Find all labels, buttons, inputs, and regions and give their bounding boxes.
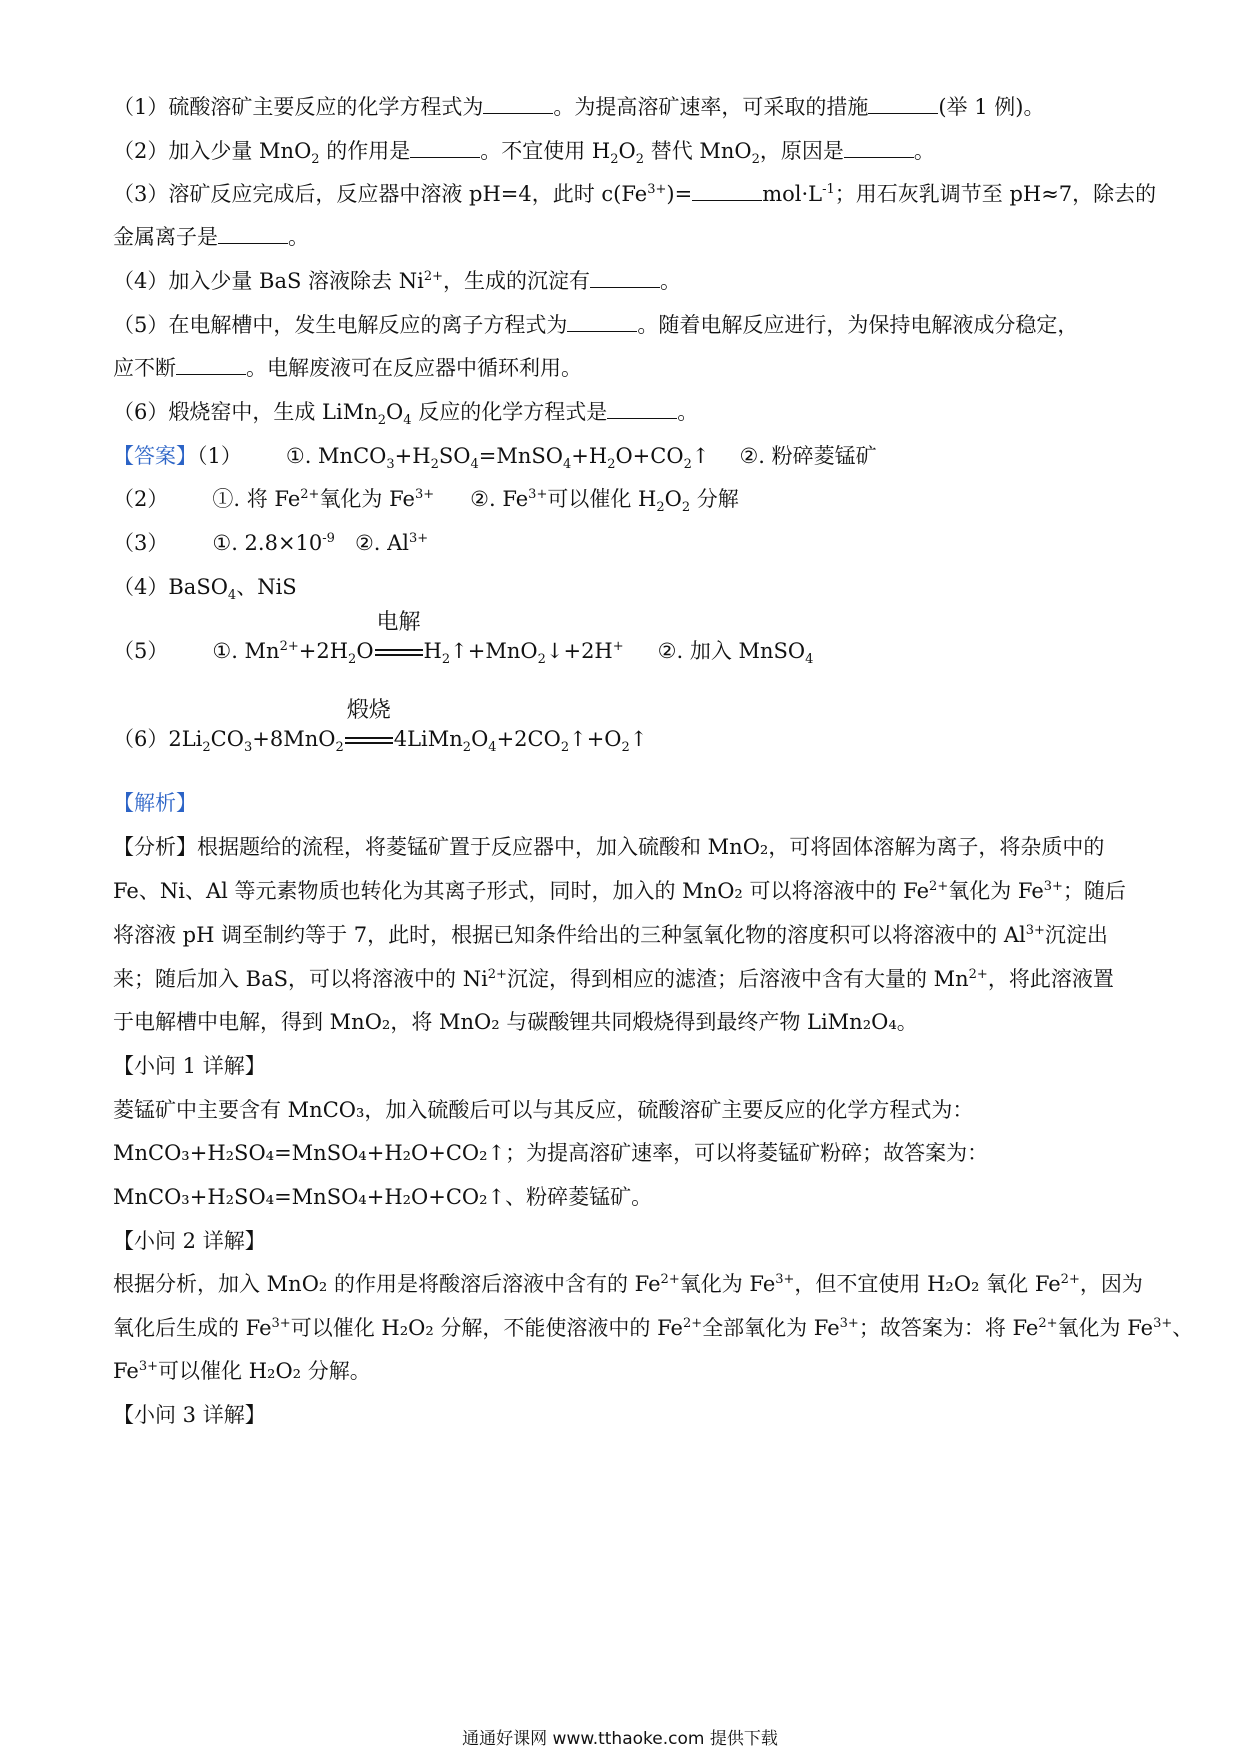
answer-blank	[607, 400, 677, 419]
question-6: （6）煅烧窑中，生成 $LiMn_2O_4$ 反应的化学方程式是 。	[113, 400, 699, 429]
detail-1-line-2: MnCO₃+H₂SO₄=MnSO₄+H₂O+CO₂↑；为提高溶矿速率，可以将菱锰矿粉碎；故答案为：	[113, 1141, 989, 1165]
answer-blank	[567, 313, 637, 332]
answer-4: （4）BaSO$_4$、NiS	[113, 575, 297, 604]
section-heading-3: 【小问 3 详解】	[113, 1403, 266, 1427]
analysis-line-1: 【分析】根据题给的流程，将菱锰矿置于反应器中，加入硫酸和 MnO₂，可将固体溶解为离子，将杂质中的	[113, 835, 1105, 859]
detail-2-line-1: 根据分析，加入 MnO₂ 的作用是将酸溶后溶液中含有的 $Fe^{2+}$氧化为 $Fe^{3+}$，但不宜使用 H₂O₂ 氧化 $Fe^{2+}$，因为	[113, 1272, 1143, 1296]
calcination-condition: 煅烧	[345, 724, 393, 754]
question-3-line-2: 金属离子是 。	[113, 225, 309, 249]
answer-blank	[410, 139, 480, 158]
analysis-line-5: 于电解槽中电解，得到 MnO₂，将 MnO₂ 与碳酸锂共同煅烧得到最终产物 LiMn₂O₄。	[113, 1010, 918, 1034]
answer-6: $(6)2Li_2CO_3+8MnO_2$ 煅烧 $4LiMn_2O_4+2CO_2↑+O_2↑$	[113, 698, 648, 756]
question-1: （1）硫酸溶矿主要反应的化学方程式为 。为提高溶矿速率，可采取的措施 (举 1 例)。	[113, 95, 1045, 119]
section-heading-2: 【小问 2 详解】	[113, 1229, 266, 1253]
answer-1: 【答案】（1） ①. $MnCO_3+H_2SO_4=MnSO_4+H_2O+CO_2↑$ ②. 粉碎菱锰矿	[113, 444, 877, 473]
answer-blank	[483, 95, 553, 114]
question-3-line-1: （3）溶矿反应完成后，反应器中溶液 pH=4，此时 $c(Fe^{3+})= mol\cdot L^{-1}$；用石灰乳调节至 pH≈7，除去的	[113, 182, 1157, 206]
answer-blank	[692, 182, 762, 201]
answer-blank	[868, 95, 938, 114]
analysis-line-2: Fe、Ni、Al 等元素物质也转化为其离子形式，同时，加入的 MnO₂ 可以将溶液中的 $Fe^{2+}$氧化为 $Fe^{3+}$；随后	[113, 879, 1126, 903]
answer-blank	[844, 139, 914, 158]
electrolysis-condition: 电解	[375, 636, 423, 666]
question-5-line-1: （5）在电解槽中，发生电解反应的离子方程式为 。随着电解反应进行，为保持电解液成分稳定，	[113, 313, 1079, 337]
detail-2-line-3: $Fe^{3+}$可以催化 H₂O₂ 分解。	[113, 1359, 371, 1383]
answer-3: （3） ①. $2.8\times 10^{-9}$ ②. $Al^{3+}$	[113, 531, 429, 555]
answer-blank	[218, 225, 288, 244]
analysis-line-4: 来；随后加入 BaS，可以将溶液中的 $Ni^{2+}$沉淀，得到相应的滤渣；后溶液中含有大量的 $Mn^{2+}$，将此溶液置	[113, 967, 1114, 991]
section-heading-1: 【小问 1 详解】	[113, 1054, 266, 1078]
detail-1-line-3: MnCO₃+H₂SO₄=MnSO₄+H₂O+CO₂↑、粉碎菱锰矿。	[113, 1185, 653, 1209]
answer-blank	[176, 356, 246, 375]
question-4: （4）加入少量 BaS 溶液除去 $Ni^{2+}$，生成的沉淀有 。	[113, 269, 681, 293]
footer-credit: 通通好课网 www.tthaoke.com 提供下载	[462, 1729, 778, 1749]
answer-2: （2） ①. 将 $Fe^{2+}$氧化为 $Fe^{3+}$ ②. $Fe^{3+}$可以催化 $H_2O_2$ 分解	[113, 487, 739, 516]
answer-5: （5） ①. $Mn^{2+}+2H_2O$ 电解 $H_2↑+MnO_2↓+2H^+$ ②. 加入 MnSO$_4$	[113, 610, 814, 668]
answer-tag: 【答案】	[113, 444, 197, 468]
detail-1-line-1: 菱锰矿中主要含有 MnCO₃，加入硫酸后可以与其反应，硫酸溶矿主要反应的化学方程式为：	[113, 1098, 974, 1122]
question-5-line-2: 应不断 。电解废液可在反应器中循环利用。	[113, 356, 582, 380]
analysis-line-3: 将溶液 pH 调至制约等于 7，此时，根据已知条件给出的三种氢氧化物的溶度积可以将溶液中的 $Al^{3+}$沉淀出	[113, 923, 1108, 947]
analysis-tag: 【解析】	[113, 791, 197, 815]
detail-2-line-2: 氧化后生成的 $Fe^{3+}$可以催化 H₂O₂ 分解，不能使溶液中的 $Fe^{2+}$全部氧化为 $Fe^{3+}$；故答案为：将 $Fe^{2+}$氧化为 $Fe^{3+}$、	[113, 1316, 1194, 1340]
question-2: （2）加入少量 MnO$_2$ 的作用是 。不宜使用 $H_2O_2$ 替代 MnO$_2$，原因是 。	[113, 139, 935, 168]
answer-blank	[590, 269, 660, 288]
